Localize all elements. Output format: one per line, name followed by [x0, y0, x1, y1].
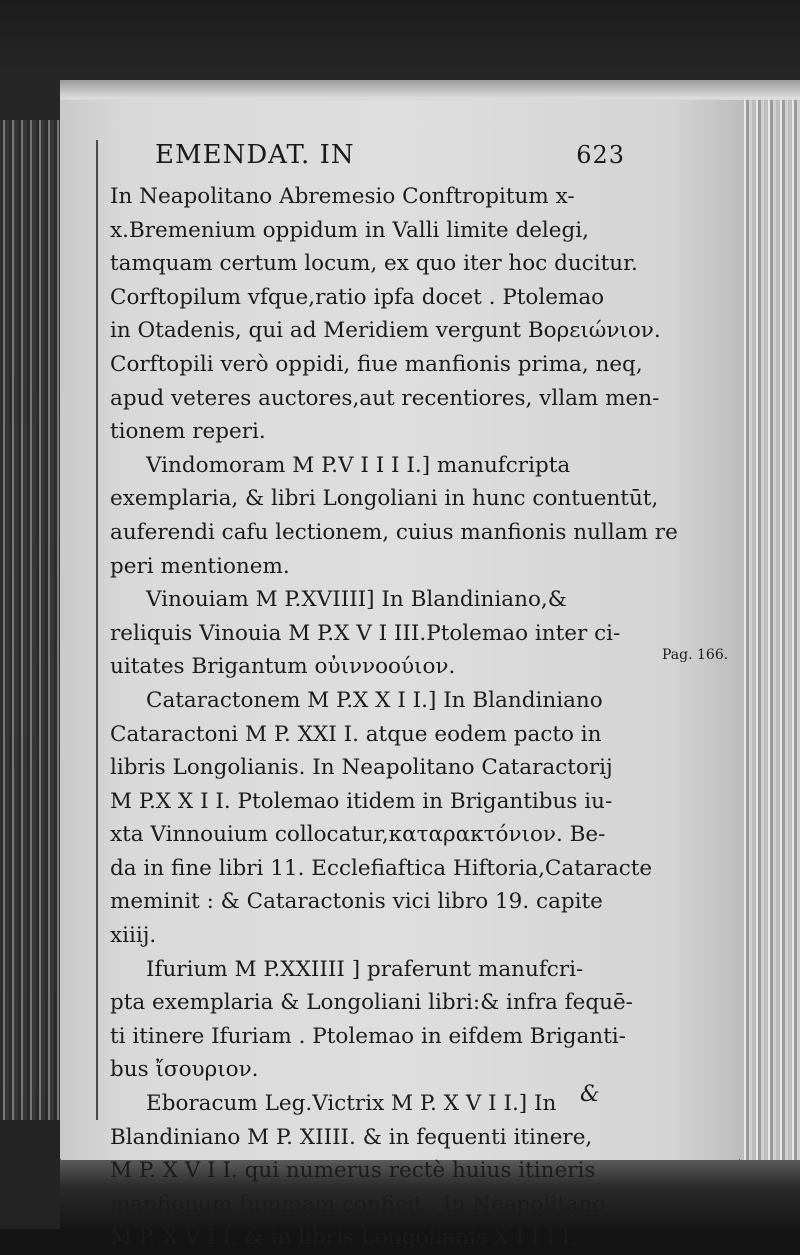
- book-left-edge: [0, 120, 60, 1120]
- text-line: Cataractonem M P.X X I I.] In Blandiniano: [146, 687, 603, 713]
- text-line: x.Bremenium oppidum in Valli limite delegi,: [110, 217, 590, 243]
- text-line: bus ἴσουριον.: [110, 1057, 259, 1083]
- text-line: In Neapolitano Abremesio Conftropitum x-: [110, 184, 575, 209]
- text-line: auferendi cafu lectionem, cuius manfionis nullam re: [110, 519, 678, 545]
- text-line: Eboracum Leg.Victrix M P. X V I I.] In: [146, 1091, 557, 1117]
- text-line: M P. X V I I. & in libris Longolianis X I I I I.: [110, 1225, 578, 1251]
- text-line: tionem reperi.: [110, 419, 266, 445]
- text-line: reliquis Vinouia M P.X V I III.Ptolemao inter ci-: [110, 620, 621, 646]
- text-line: peri mentionem.: [110, 553, 290, 579]
- running-head: EMENDAT. IN: [155, 140, 355, 170]
- book-right-edge: [740, 100, 800, 1160]
- body-text: [110, 180, 678, 1255]
- page-header: [155, 140, 625, 174]
- text-line: xta Vinnouium collocatur,καταρακτόνιον. Be-: [110, 822, 606, 848]
- page-number: 623: [576, 141, 625, 169]
- text-line: xiiij.: [110, 923, 157, 949]
- text-line: uitates Brigantum οὐιννοούιον.: [110, 654, 456, 680]
- text-line: exemplaria, & libri Longoliani in hunc contuentūt,: [110, 486, 659, 512]
- text-line: M P.X X I I. Ptolemao itidem in Brigantibus iu-: [110, 788, 613, 814]
- text-line: in Otadenis, qui ad Meridiem vergunt Βορειώνιον.: [110, 318, 661, 344]
- text-line: libris Longolianis. In Neapolitano Cataractorij: [110, 755, 613, 781]
- text-line: meminit : & Cataractonis vici libro 19. capite: [110, 889, 603, 915]
- margin-note: Pag. 166.: [662, 647, 729, 663]
- text-line: Blandiniano M P. XIIII. & in fequenti itinere,: [110, 1124, 593, 1150]
- page-gutter-line: [96, 140, 98, 1120]
- text-line: Corftopili verò oppidi, fiue manfionis prima, neq,: [110, 351, 643, 377]
- text-line: manfionum fummam conficit . In Neapolitano: [110, 1191, 606, 1217]
- text-line: da in fine libri 11. Ecclefiaftica Hiftoria,Cataracte: [110, 855, 653, 881]
- text-line: M P. X V I I. qui numerus rectè huius itineris: [110, 1158, 596, 1184]
- text-line: apud veteres auctores,aut recentiores, vllam men-: [110, 385, 660, 411]
- text-line: pta exemplaria & Longoliani libri:& infra fequē-: [110, 990, 633, 1016]
- text-line: Ifurium M P.XXIIII ] praferunt manufcri-: [146, 956, 584, 982]
- text-line: Vinouiam M P.XVIIII] In Blandiniano,&: [146, 587, 567, 613]
- text-line: Cataractoni M P. XXI I. atque eodem pacto in: [110, 721, 602, 747]
- text-line: Corftopilum vfque,ratio ipfa docet . Ptolemao: [110, 284, 605, 310]
- text-line: tamquam certum locum, ex quo iter hoc ducitur.: [110, 251, 638, 277]
- text-line: Vindomoram M P.V I I I I.] manufcripta: [146, 452, 571, 478]
- catchword: &: [580, 1082, 600, 1107]
- text-line: ti itinere Ifuriam . Ptolemao in eifdem Briganti-: [110, 1023, 626, 1049]
